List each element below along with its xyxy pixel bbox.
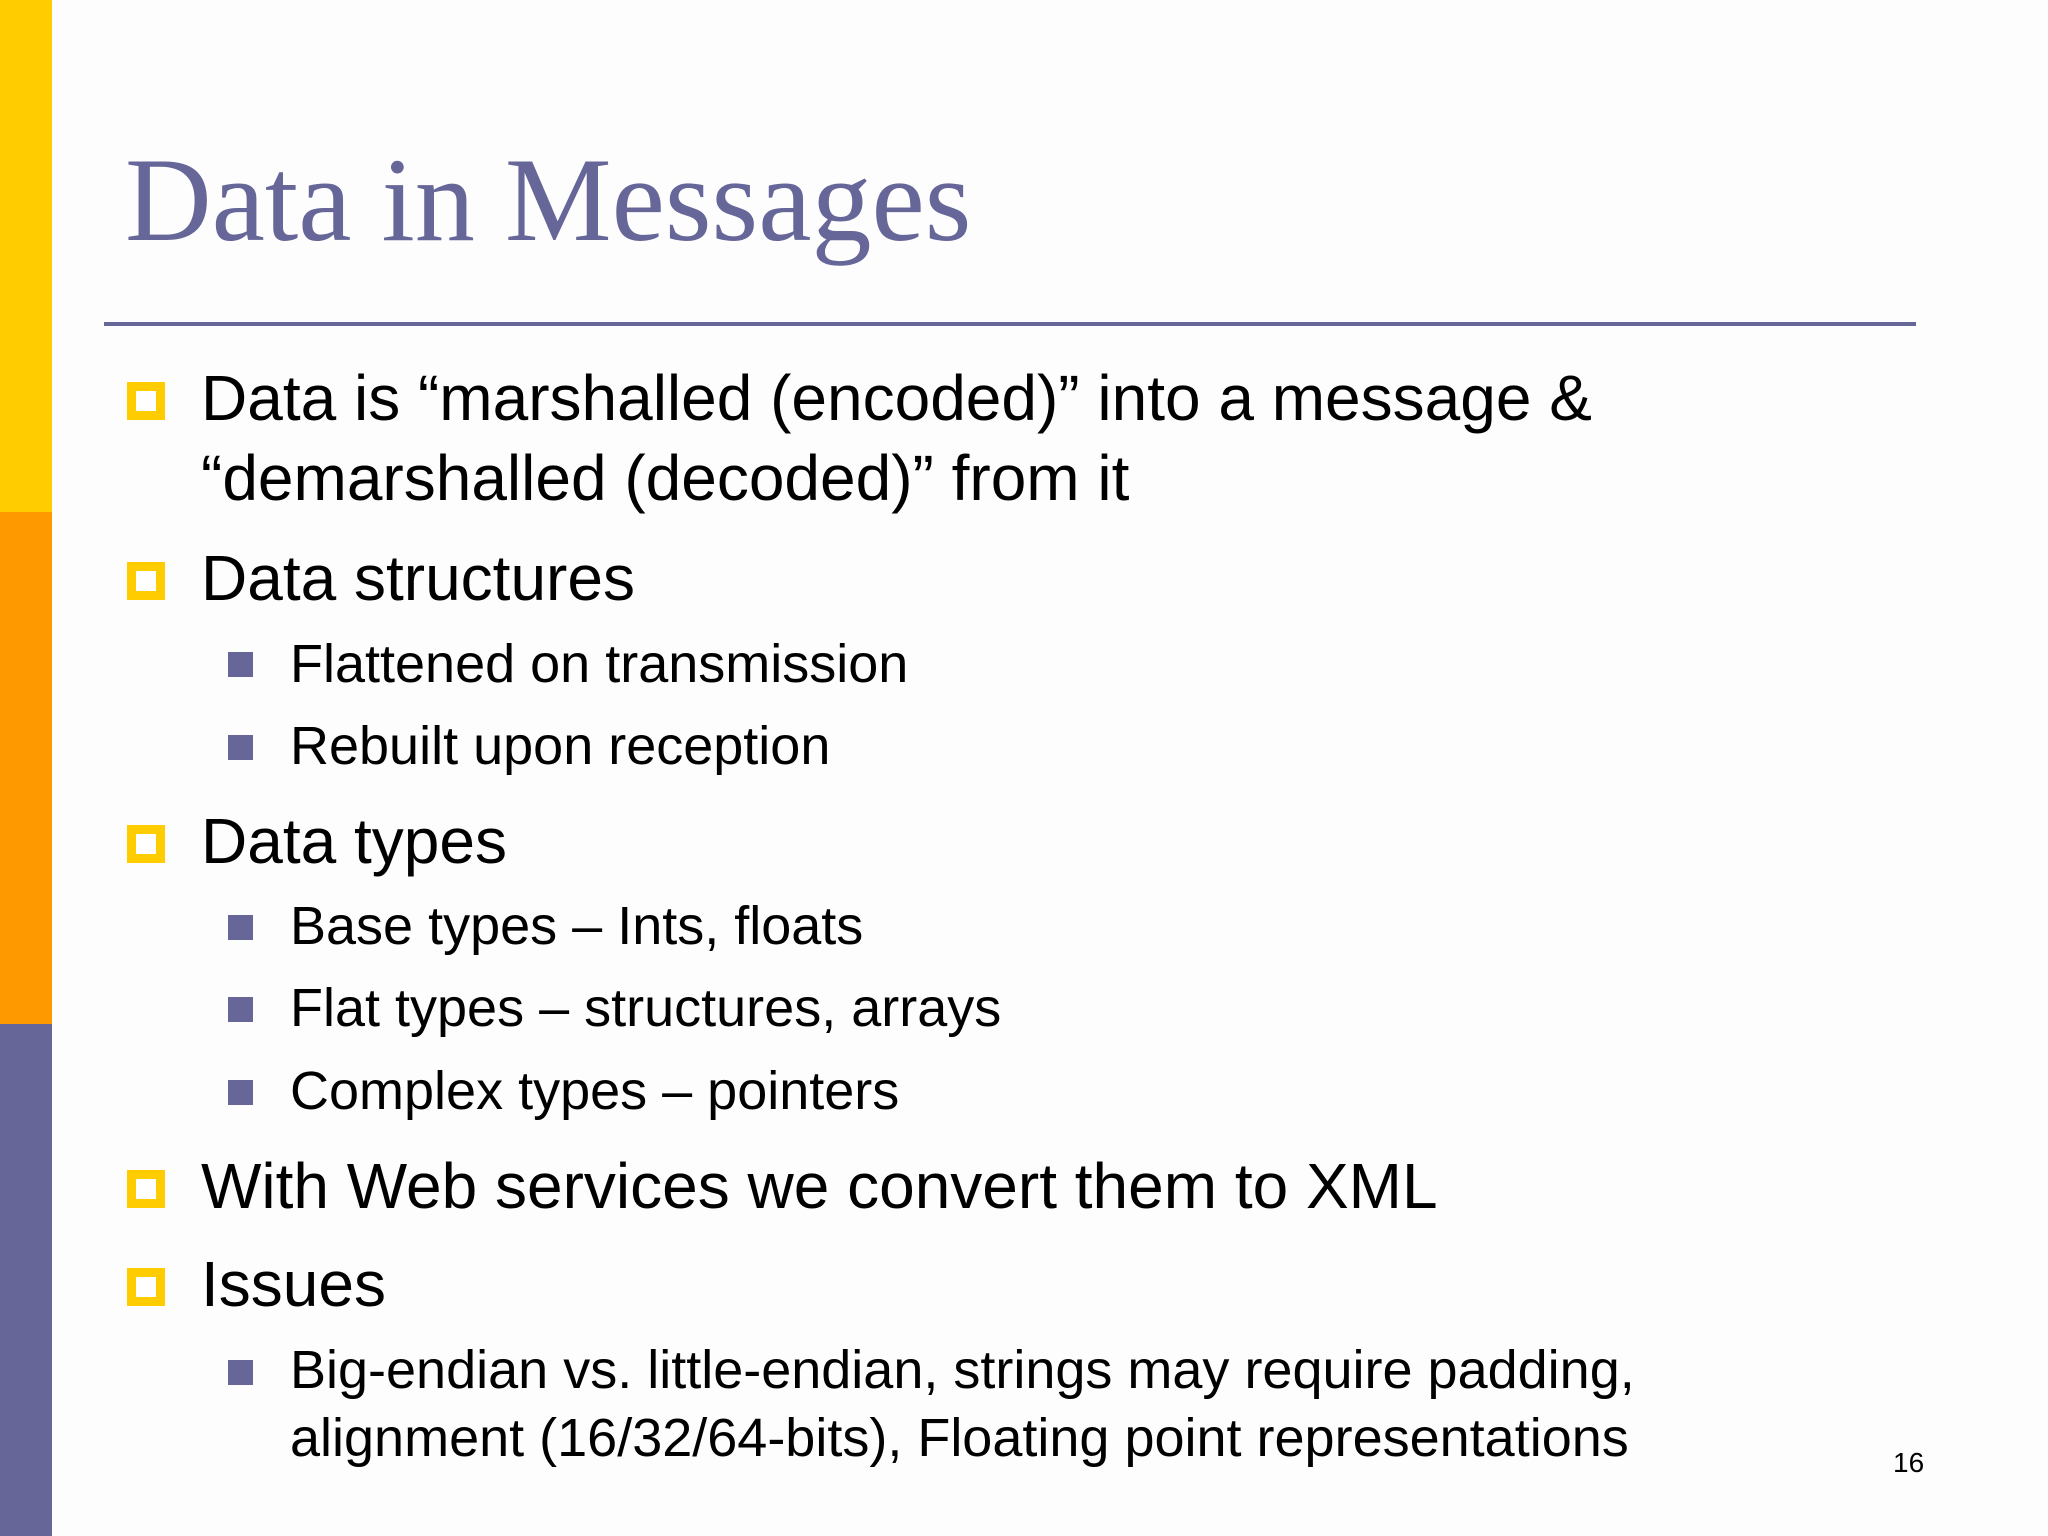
subbullet-line: alignment (16/32/64-bits), Floating point representations xyxy=(290,1408,1629,1468)
subbullet-line: Base types – Ints, floats xyxy=(290,896,864,956)
subbullet-line: Complex types – pointers xyxy=(290,1061,900,1121)
title-divider xyxy=(104,322,1916,326)
square-subbullet-icon xyxy=(228,915,253,940)
square-bullet-icon xyxy=(127,825,165,863)
subbullet-line: Flat types – structures, arrays xyxy=(290,978,1002,1038)
sidebar-yellow-bar xyxy=(0,0,52,512)
sidebar-orange-bar xyxy=(0,512,52,1024)
square-subbullet-icon xyxy=(228,997,253,1022)
subbullet-line: Flattened on transmission xyxy=(290,634,909,694)
slide-title: Data in Messages xyxy=(125,133,972,266)
square-subbullet-icon xyxy=(228,652,253,677)
square-subbullet-icon xyxy=(228,1080,253,1105)
subbullet-line: Big-endian vs. little-endian, strings may require padding, xyxy=(290,1340,1635,1400)
bullet-line: Data is “marshalled (encoded)” into a message & xyxy=(201,362,1592,434)
bullet-line: “demarshalled (decoded)” from it xyxy=(201,442,1130,514)
square-bullet-icon xyxy=(127,1268,165,1306)
slide-number: 16 xyxy=(1893,1447,1925,1478)
bullet-line: With Web services we convert them to XML xyxy=(201,1150,1438,1222)
square-subbullet-icon xyxy=(228,735,253,760)
square-bullet-icon xyxy=(127,382,165,420)
square-bullet-icon xyxy=(127,1170,165,1208)
square-bullet-icon xyxy=(127,562,165,600)
bullet-line: Issues xyxy=(201,1248,386,1320)
sidebar-blue-bar xyxy=(0,1024,52,1536)
bullet-line: Data types xyxy=(201,805,507,877)
square-subbullet-icon xyxy=(228,1360,253,1385)
subbullet-line: Rebuilt upon reception xyxy=(290,716,831,776)
sidebar-color-bars xyxy=(0,0,52,1536)
bullet-line: Data structures xyxy=(201,542,635,614)
